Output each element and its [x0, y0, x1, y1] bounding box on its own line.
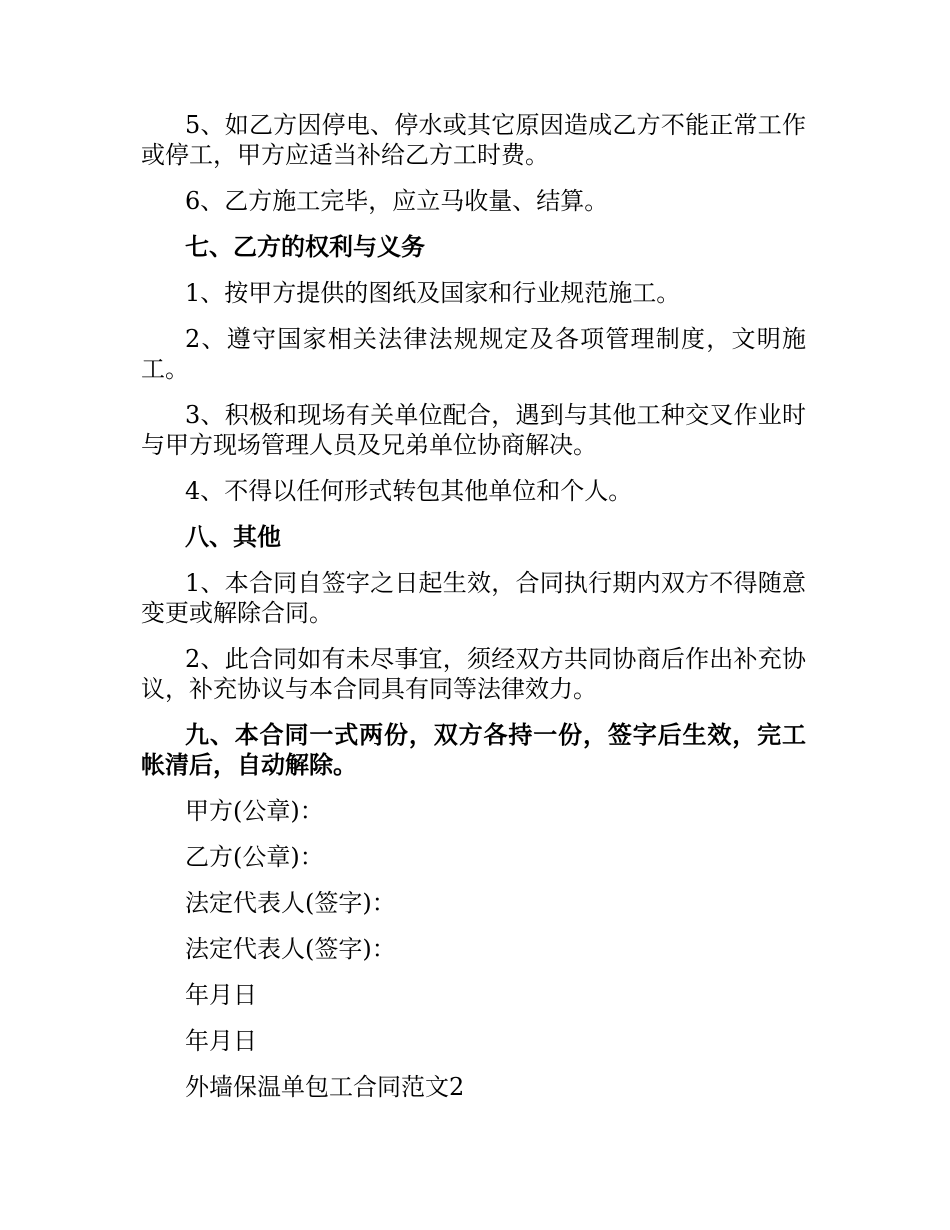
party-a-representative-signature: 法定代表人(签字)：: [185, 889, 396, 917]
next-document-title: 外墙保温单包工合同范文2: [185, 1073, 465, 1101]
section-heading-7: 七、乙方的权利与义务: [185, 233, 425, 261]
clause-5-power-water-outage: 5、如乙方因停电、停水或其它原因造成乙方不能正常工作或停工，甲方应适当补给乙方工时费。: [141, 111, 806, 169]
section-heading-8: 八、其他: [185, 523, 281, 551]
clause-7-4: 4、不得以任何形式转包其他单位和个人。: [185, 477, 633, 505]
clause-7-1: 1、按甲方提供的图纸及国家和行业规范施工。: [185, 279, 681, 307]
clause-7-3: 3、积极和现场有关单位配合，遇到与其他工种交叉作业时与甲方现场管理人员及兄弟单位协商解决。: [141, 401, 806, 459]
party-b-representative-signature: 法定代表人(签字)：: [185, 935, 396, 963]
section-heading-9: 九、本合同一式两份，双方各持一份，签字后生效，完工帐清后，自动解除。: [141, 721, 806, 779]
party-a-seal: 甲方(公章)：: [185, 797, 324, 825]
clause-7-2: 2、遵守国家相关法律法规规定及各项管理制度，文明施工。: [141, 325, 806, 383]
clause-8-2: 2、此合同如有未尽事宜，须经双方共同协商后作出补充协议，补充协议与本合同具有同等法律效力。: [141, 645, 806, 703]
party-a-date: 年月日: [185, 981, 257, 1009]
clause-6-settlement: 6、乙方施工完毕，应立马收量、结算。: [185, 187, 609, 215]
party-b-date: 年月日: [185, 1027, 257, 1055]
party-b-seal: 乙方(公章)：: [185, 843, 324, 871]
clause-8-1: 1、本合同自签字之日起生效，合同执行期内双方不得随意变更或解除合同。: [141, 569, 806, 627]
document-body: [141, 110, 806, 1118]
